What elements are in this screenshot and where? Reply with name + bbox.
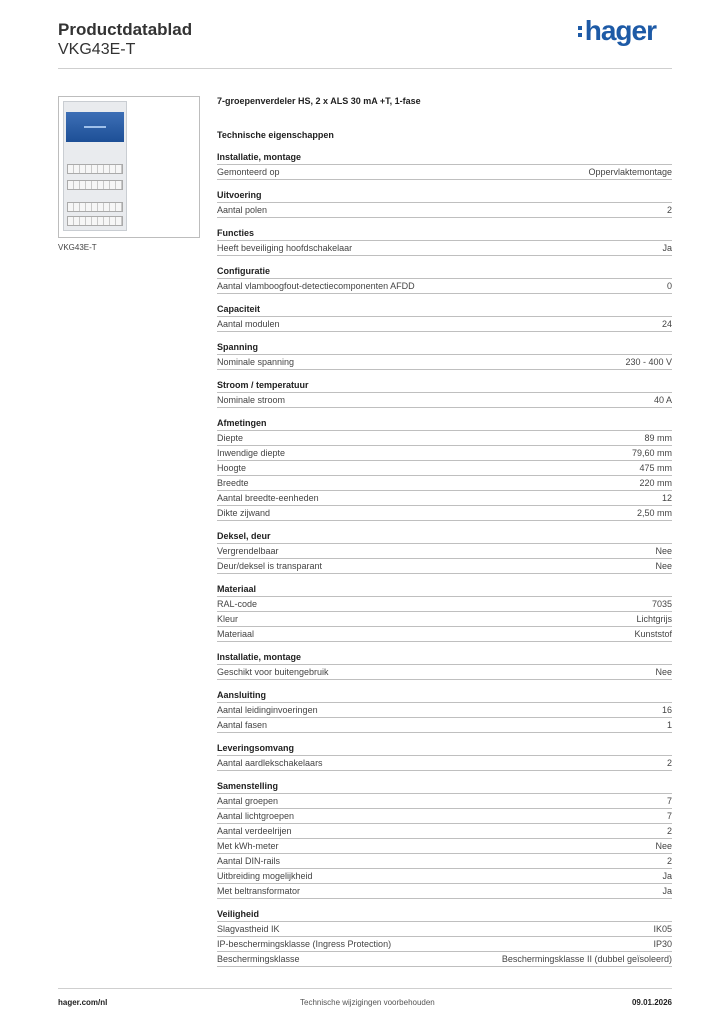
footer-website: hager.com/nl bbox=[58, 998, 108, 1007]
property-row bbox=[217, 203, 672, 218]
property-value: Nee bbox=[655, 546, 672, 556]
property-group bbox=[217, 651, 672, 680]
property-group bbox=[217, 689, 672, 733]
property-row bbox=[217, 476, 672, 491]
property-label: Uitbreiding mogelijkheid bbox=[217, 871, 313, 881]
property-value: Ja bbox=[662, 243, 672, 253]
section-title: Technische eigenschappen bbox=[217, 130, 334, 140]
property-label: Diepte bbox=[217, 433, 244, 443]
property-row bbox=[217, 794, 672, 809]
property-value: Lichtgrijs bbox=[636, 614, 672, 624]
property-row bbox=[217, 665, 672, 680]
group-title: Stroom / temperatuur bbox=[217, 379, 672, 393]
group-title: Spanning bbox=[217, 341, 672, 355]
property-value: 2 bbox=[666, 758, 672, 768]
property-value: Nee bbox=[655, 561, 672, 571]
property-label: Inwendige diepte bbox=[217, 448, 286, 458]
logo-dots-icon bbox=[578, 26, 582, 37]
property-label: Met kWh-meter bbox=[217, 841, 279, 851]
product-image bbox=[58, 96, 200, 238]
property-group bbox=[217, 265, 672, 294]
property-value: 230 - 400 V bbox=[625, 357, 672, 367]
property-label: Aantal fasen bbox=[217, 720, 268, 730]
property-group bbox=[217, 908, 672, 967]
property-row bbox=[217, 241, 672, 256]
property-label: Nominale spanning bbox=[217, 357, 295, 367]
property-value: 12 bbox=[661, 493, 672, 503]
property-row bbox=[217, 544, 672, 559]
property-label: Heeft beveiliging hoofdschakelaar bbox=[217, 243, 353, 253]
property-value: 7 bbox=[666, 811, 672, 821]
property-label: Materiaal bbox=[217, 629, 255, 639]
property-group bbox=[217, 227, 672, 256]
group-title: Leveringsomvang bbox=[217, 742, 672, 756]
property-row bbox=[217, 355, 672, 370]
property-group bbox=[217, 530, 672, 574]
property-value: 40 A bbox=[653, 395, 672, 405]
group-title: Materiaal bbox=[217, 583, 672, 597]
property-label: RAL-code bbox=[217, 599, 258, 609]
property-row bbox=[217, 491, 672, 506]
logo-text: hager bbox=[584, 15, 656, 46]
property-value: Kunststof bbox=[634, 629, 672, 639]
property-group bbox=[217, 379, 672, 408]
property-value: Ja bbox=[662, 886, 672, 896]
property-value: 24 bbox=[661, 319, 672, 329]
property-row bbox=[217, 922, 672, 937]
group-title: Installatie, montage bbox=[217, 651, 672, 665]
property-group bbox=[217, 742, 672, 771]
property-row bbox=[217, 506, 672, 521]
property-row bbox=[217, 612, 672, 627]
property-row bbox=[217, 165, 672, 180]
footer-notice: Technische wijzigingen voorbehouden bbox=[300, 998, 435, 1007]
group-title: Uitvoering bbox=[217, 189, 672, 203]
property-label: Aantal lichtgroepen bbox=[217, 811, 295, 821]
property-label: Kleur bbox=[217, 614, 239, 624]
footer-divider bbox=[58, 988, 672, 989]
document-title: Productdatablad bbox=[58, 20, 193, 39]
property-value: 89 mm bbox=[644, 433, 672, 443]
group-title: Capaciteit bbox=[217, 303, 672, 317]
property-group bbox=[217, 151, 672, 180]
property-label: Hoogte bbox=[217, 463, 247, 473]
property-group bbox=[217, 583, 672, 642]
group-title: Afmetingen bbox=[217, 417, 672, 431]
property-label: Aantal groepen bbox=[217, 796, 279, 806]
group-title: Deksel, deur bbox=[217, 530, 672, 544]
property-row bbox=[217, 317, 672, 332]
property-row bbox=[217, 884, 672, 899]
property-label: IP-beschermingsklasse (Ingress Protection) bbox=[217, 939, 392, 949]
product-description: 7-groepenverdeler HS, 2 x ALS 30 mA +T, 1-fase bbox=[217, 96, 421, 106]
property-group bbox=[217, 780, 672, 899]
group-title: Configuratie bbox=[217, 265, 672, 279]
property-label: Breedte bbox=[217, 478, 249, 488]
header-divider bbox=[58, 68, 672, 69]
distribution-board-illustration bbox=[63, 101, 127, 231]
property-label: Nominale stroom bbox=[217, 395, 286, 405]
property-value: 7 bbox=[666, 796, 672, 806]
property-label: Geschikt voor buitengebruik bbox=[217, 667, 329, 677]
property-group bbox=[217, 417, 672, 521]
property-value: Nee bbox=[655, 667, 672, 677]
property-row bbox=[217, 718, 672, 733]
image-caption: VKG43E-T bbox=[58, 243, 97, 252]
property-value: 79,60 mm bbox=[631, 448, 672, 458]
group-title: Veiligheid bbox=[217, 908, 672, 922]
property-value: 2 bbox=[666, 826, 672, 836]
property-label: Aantal DIN-rails bbox=[217, 856, 281, 866]
footer-date: 09.01.2026 bbox=[631, 998, 672, 1007]
property-row bbox=[217, 839, 672, 854]
group-title: Installatie, montage bbox=[217, 151, 672, 165]
property-label: Met beltransformator bbox=[217, 886, 301, 896]
property-group bbox=[217, 303, 672, 332]
footer bbox=[58, 998, 672, 1010]
property-row bbox=[217, 756, 672, 771]
property-row bbox=[217, 597, 672, 612]
property-row bbox=[217, 869, 672, 884]
property-label: Aantal polen bbox=[217, 205, 268, 215]
group-title: Samenstelling bbox=[217, 780, 672, 794]
property-row bbox=[217, 446, 672, 461]
group-title: Aansluiting bbox=[217, 689, 672, 703]
property-value: Nee bbox=[655, 841, 672, 851]
property-label: Gemonteerd op bbox=[217, 167, 280, 177]
property-row bbox=[217, 703, 672, 718]
property-row bbox=[217, 627, 672, 642]
property-value: 1 bbox=[666, 720, 672, 730]
property-group bbox=[217, 341, 672, 370]
property-label: Aantal aardlekschakelaars bbox=[217, 758, 323, 768]
property-value: 2 bbox=[666, 205, 672, 215]
property-label: Deur/deksel is transparant bbox=[217, 561, 323, 571]
property-label: Beschermingsklasse bbox=[217, 954, 300, 964]
property-value: Beschermingsklasse II (dubbel geïsoleerd) bbox=[501, 954, 672, 964]
property-label: Aantal breedte-eenheden bbox=[217, 493, 319, 503]
property-label: Slagvastheid IK bbox=[217, 924, 280, 934]
property-label: Aantal verdeelrijen bbox=[217, 826, 292, 836]
property-value: 220 mm bbox=[639, 478, 672, 488]
property-row bbox=[217, 461, 672, 476]
property-label: Aantal leidinginvoeringen bbox=[217, 705, 318, 715]
property-label: Dikte zijwand bbox=[217, 508, 271, 518]
hager-logo bbox=[578, 16, 656, 46]
property-value: 0 bbox=[666, 281, 672, 291]
group-title: Functies bbox=[217, 227, 672, 241]
property-label: Aantal vlamboogfout-detectiecomponenten AFDD bbox=[217, 281, 415, 291]
property-row bbox=[217, 824, 672, 839]
property-row bbox=[217, 937, 672, 952]
property-value: 7035 bbox=[651, 599, 672, 609]
property-groups bbox=[217, 151, 672, 967]
product-code: VKG43E-T bbox=[58, 41, 136, 58]
property-row bbox=[217, 809, 672, 824]
property-row bbox=[217, 431, 672, 446]
property-row bbox=[217, 952, 672, 967]
property-value: 16 bbox=[661, 705, 672, 715]
property-value: Oppervlaktemontage bbox=[588, 167, 672, 177]
property-row bbox=[217, 279, 672, 294]
property-row bbox=[217, 854, 672, 869]
property-label: Aantal modulen bbox=[217, 319, 280, 329]
property-value: 2 bbox=[666, 856, 672, 866]
property-value: IK05 bbox=[653, 924, 672, 934]
property-value: IP30 bbox=[653, 939, 672, 949]
property-value: 475 mm bbox=[639, 463, 672, 473]
document-header bbox=[58, 20, 192, 60]
property-group bbox=[217, 189, 672, 218]
property-value: Ja bbox=[662, 871, 672, 881]
property-row bbox=[217, 559, 672, 574]
properties-content bbox=[217, 96, 672, 976]
property-row bbox=[217, 393, 672, 408]
property-value: 2,50 mm bbox=[636, 508, 672, 518]
property-label: Vergrendelbaar bbox=[217, 546, 279, 556]
